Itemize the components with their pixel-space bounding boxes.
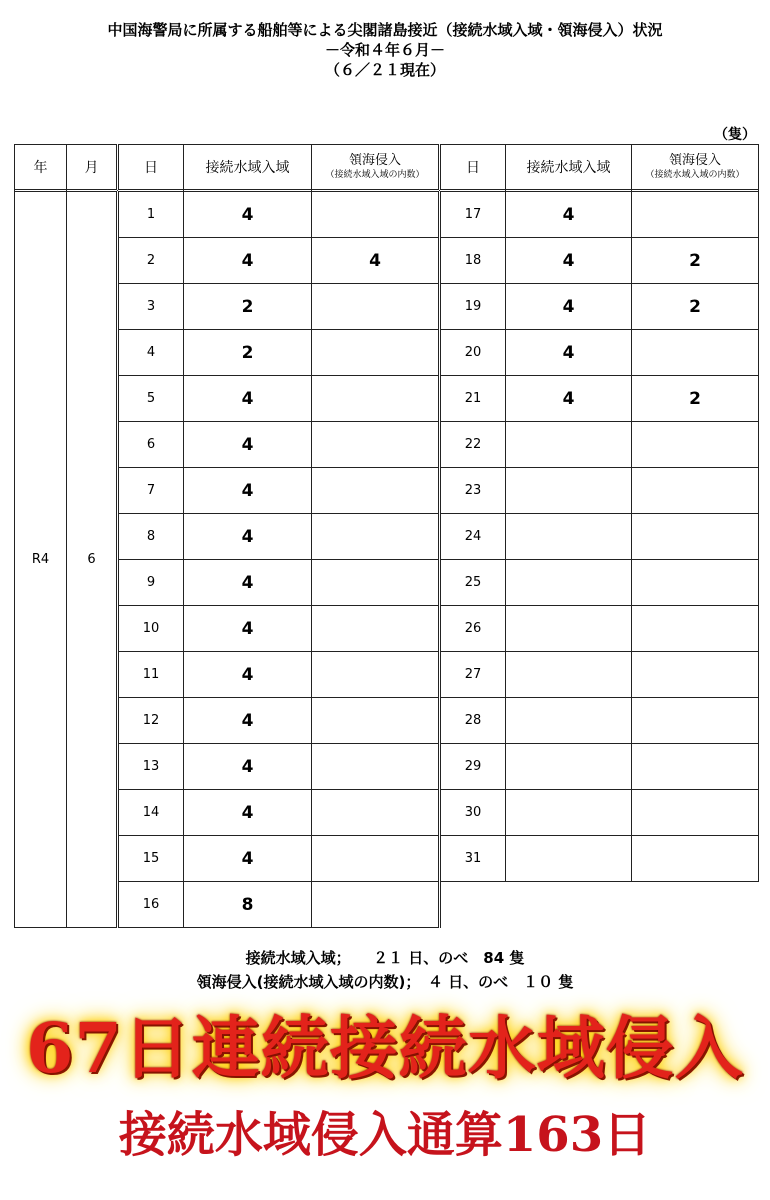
table-row: [15, 238, 759, 284]
territorial-cell: [312, 192, 440, 238]
territorial-cell: [312, 560, 440, 606]
day-cell: 6: [118, 422, 184, 468]
title-line-3: （６／２１現在）: [324, 61, 445, 79]
territorial-cell: [312, 882, 440, 928]
table-row: [15, 652, 759, 698]
territorial-cell: [312, 836, 440, 882]
territorial-cell: [312, 514, 440, 560]
territorial-cell: [312, 652, 440, 698]
territorial-cell: [632, 790, 759, 836]
day-cell: 8: [118, 514, 184, 560]
month-cell: 6: [67, 192, 118, 928]
contiguous-cell: 4: [184, 468, 312, 514]
territorial-cell: [312, 790, 440, 836]
contiguous-cell: 4: [184, 836, 312, 882]
header-contiguous-right: 接続水域入域: [506, 145, 632, 190]
territorial-cell: [632, 606, 759, 652]
table-row: [15, 882, 759, 928]
header-day-left: 日: [118, 145, 184, 190]
headline-cumulative-days: 接続水域侵入通算163日: [118, 1107, 652, 1163]
territorial-cell: [632, 422, 759, 468]
day-cell: 25: [440, 560, 506, 606]
territorial-cell: [312, 330, 440, 376]
table-body: [15, 192, 759, 928]
contiguous-cell: 4: [184, 376, 312, 422]
contiguous-cell: 4: [184, 192, 312, 238]
header-contiguous-left: 接続水域入域: [184, 145, 312, 190]
contiguous-cell: 4: [184, 744, 312, 790]
header-territorial-main: 領海侵入: [668, 153, 721, 168]
contiguous-cell: 4: [506, 284, 632, 330]
territorial-cell: [632, 192, 759, 238]
territorial-cell: [632, 514, 759, 560]
unit-label: （隻）: [714, 127, 756, 143]
header-territorial-left: [312, 145, 440, 190]
contiguous-cell: 4: [184, 790, 312, 836]
day-cell: 10: [118, 606, 184, 652]
contiguous-cell: [506, 468, 632, 514]
header-day-right: 日: [440, 145, 506, 190]
territorial-cell: [312, 468, 440, 514]
territorial-cell: [312, 606, 440, 652]
territorial-cell: [632, 330, 759, 376]
day-cell: 30: [440, 790, 506, 836]
contiguous-cell: 4: [184, 422, 312, 468]
table-row: [15, 606, 759, 652]
header-territorial-sub: （接続水域入域の内数）: [645, 170, 745, 180]
empty-cell: [440, 882, 759, 928]
territorial-cell: [312, 376, 440, 422]
header-territorial-sub: （接続水域入域の内数）: [325, 170, 425, 180]
contiguous-cell: 4: [184, 652, 312, 698]
territorial-cell: 2: [632, 238, 759, 284]
table-row: [15, 376, 759, 422]
day-cell: 2: [118, 238, 184, 284]
territorial-cell: [632, 468, 759, 514]
table-row: [15, 698, 759, 744]
territorial-cell: [312, 744, 440, 790]
title-line-2: －令和４年６月－: [324, 41, 445, 59]
contiguous-cell: 4: [184, 606, 312, 652]
table-row: [15, 468, 759, 514]
year-cell: R4: [15, 192, 67, 928]
header-row: [15, 145, 759, 190]
day-cell: 24: [440, 514, 506, 560]
territorial-cell: [312, 284, 440, 330]
header-territorial-main: 領海侵入: [348, 153, 401, 168]
contiguous-cell: [506, 744, 632, 790]
day-cell: 5: [118, 376, 184, 422]
day-cell: 1: [118, 192, 184, 238]
contiguous-cell: 8: [184, 882, 312, 928]
table-row: [15, 744, 759, 790]
day-cell: 26: [440, 606, 506, 652]
day-cell: 16: [118, 882, 184, 928]
territorial-cell: 2: [632, 284, 759, 330]
day-cell: 3: [118, 284, 184, 330]
day-cell: 11: [118, 652, 184, 698]
title-line-1: 中国海警局に所属する船舶等による尖閣諸島接近（接続水域入域・領海侵入）状況: [107, 21, 663, 39]
territorial-cell: [312, 698, 440, 744]
table-row: [15, 790, 759, 836]
contiguous-cell: 4: [506, 330, 632, 376]
day-cell: 9: [118, 560, 184, 606]
day-cell: 14: [118, 790, 184, 836]
contiguous-cell: [506, 698, 632, 744]
table-row: [15, 422, 759, 468]
territorial-cell: [312, 422, 440, 468]
territorial-cell: [632, 836, 759, 882]
contiguous-cell: [506, 560, 632, 606]
summary-contiguous: 接続水域入域； ２１ 日、のべ 84 隻: [245, 949, 525, 967]
day-cell: 22: [440, 422, 506, 468]
table-row: [15, 284, 759, 330]
contiguous-cell: 4: [506, 376, 632, 422]
territorial-cell: 2: [632, 376, 759, 422]
day-cell: 19: [440, 284, 506, 330]
contiguous-cell: [506, 422, 632, 468]
day-cell: 23: [440, 468, 506, 514]
headline-consecutive-days: 67日連続接続水域侵入: [26, 1009, 744, 1089]
table-row: [15, 560, 759, 606]
contiguous-cell: 4: [506, 192, 632, 238]
contiguous-cell: 4: [184, 514, 312, 560]
report-title: [0, 20, 770, 80]
table-row: [15, 330, 759, 376]
contiguous-cell: 4: [184, 698, 312, 744]
header-territorial-right: [632, 145, 759, 190]
contiguous-cell: [506, 790, 632, 836]
day-cell: 4: [118, 330, 184, 376]
territorial-cell: [632, 560, 759, 606]
contiguous-cell: 2: [184, 284, 312, 330]
day-cell: 31: [440, 836, 506, 882]
table-row: [15, 836, 759, 882]
day-cell: 21: [440, 376, 506, 422]
day-cell: 29: [440, 744, 506, 790]
contiguous-cell: [506, 514, 632, 560]
contiguous-cell: 4: [184, 560, 312, 606]
territorial-cell: [632, 744, 759, 790]
contiguous-cell: 2: [184, 330, 312, 376]
day-cell: 20: [440, 330, 506, 376]
daily-table: [14, 144, 759, 928]
contiguous-cell: 4: [184, 238, 312, 284]
header-year: 年: [15, 145, 67, 190]
header-month: 月: [67, 145, 118, 190]
day-cell: 13: [118, 744, 184, 790]
territorial-cell: [632, 698, 759, 744]
contiguous-cell: [506, 836, 632, 882]
contiguous-cell: [506, 606, 632, 652]
territorial-cell: 4: [312, 238, 440, 284]
table-row: [15, 514, 759, 560]
table-row: [15, 192, 759, 238]
day-cell: 28: [440, 698, 506, 744]
day-cell: 18: [440, 238, 506, 284]
contiguous-cell: 4: [506, 238, 632, 284]
contiguous-cell: [506, 652, 632, 698]
day-cell: 15: [118, 836, 184, 882]
day-cell: 17: [440, 192, 506, 238]
summary-territorial: 領海侵入(接続水域入域の内数)； ４ 日、のべ １０ 隻: [196, 973, 574, 991]
territorial-cell: [632, 652, 759, 698]
day-cell: 12: [118, 698, 184, 744]
day-cell: 7: [118, 468, 184, 514]
day-cell: 27: [440, 652, 506, 698]
